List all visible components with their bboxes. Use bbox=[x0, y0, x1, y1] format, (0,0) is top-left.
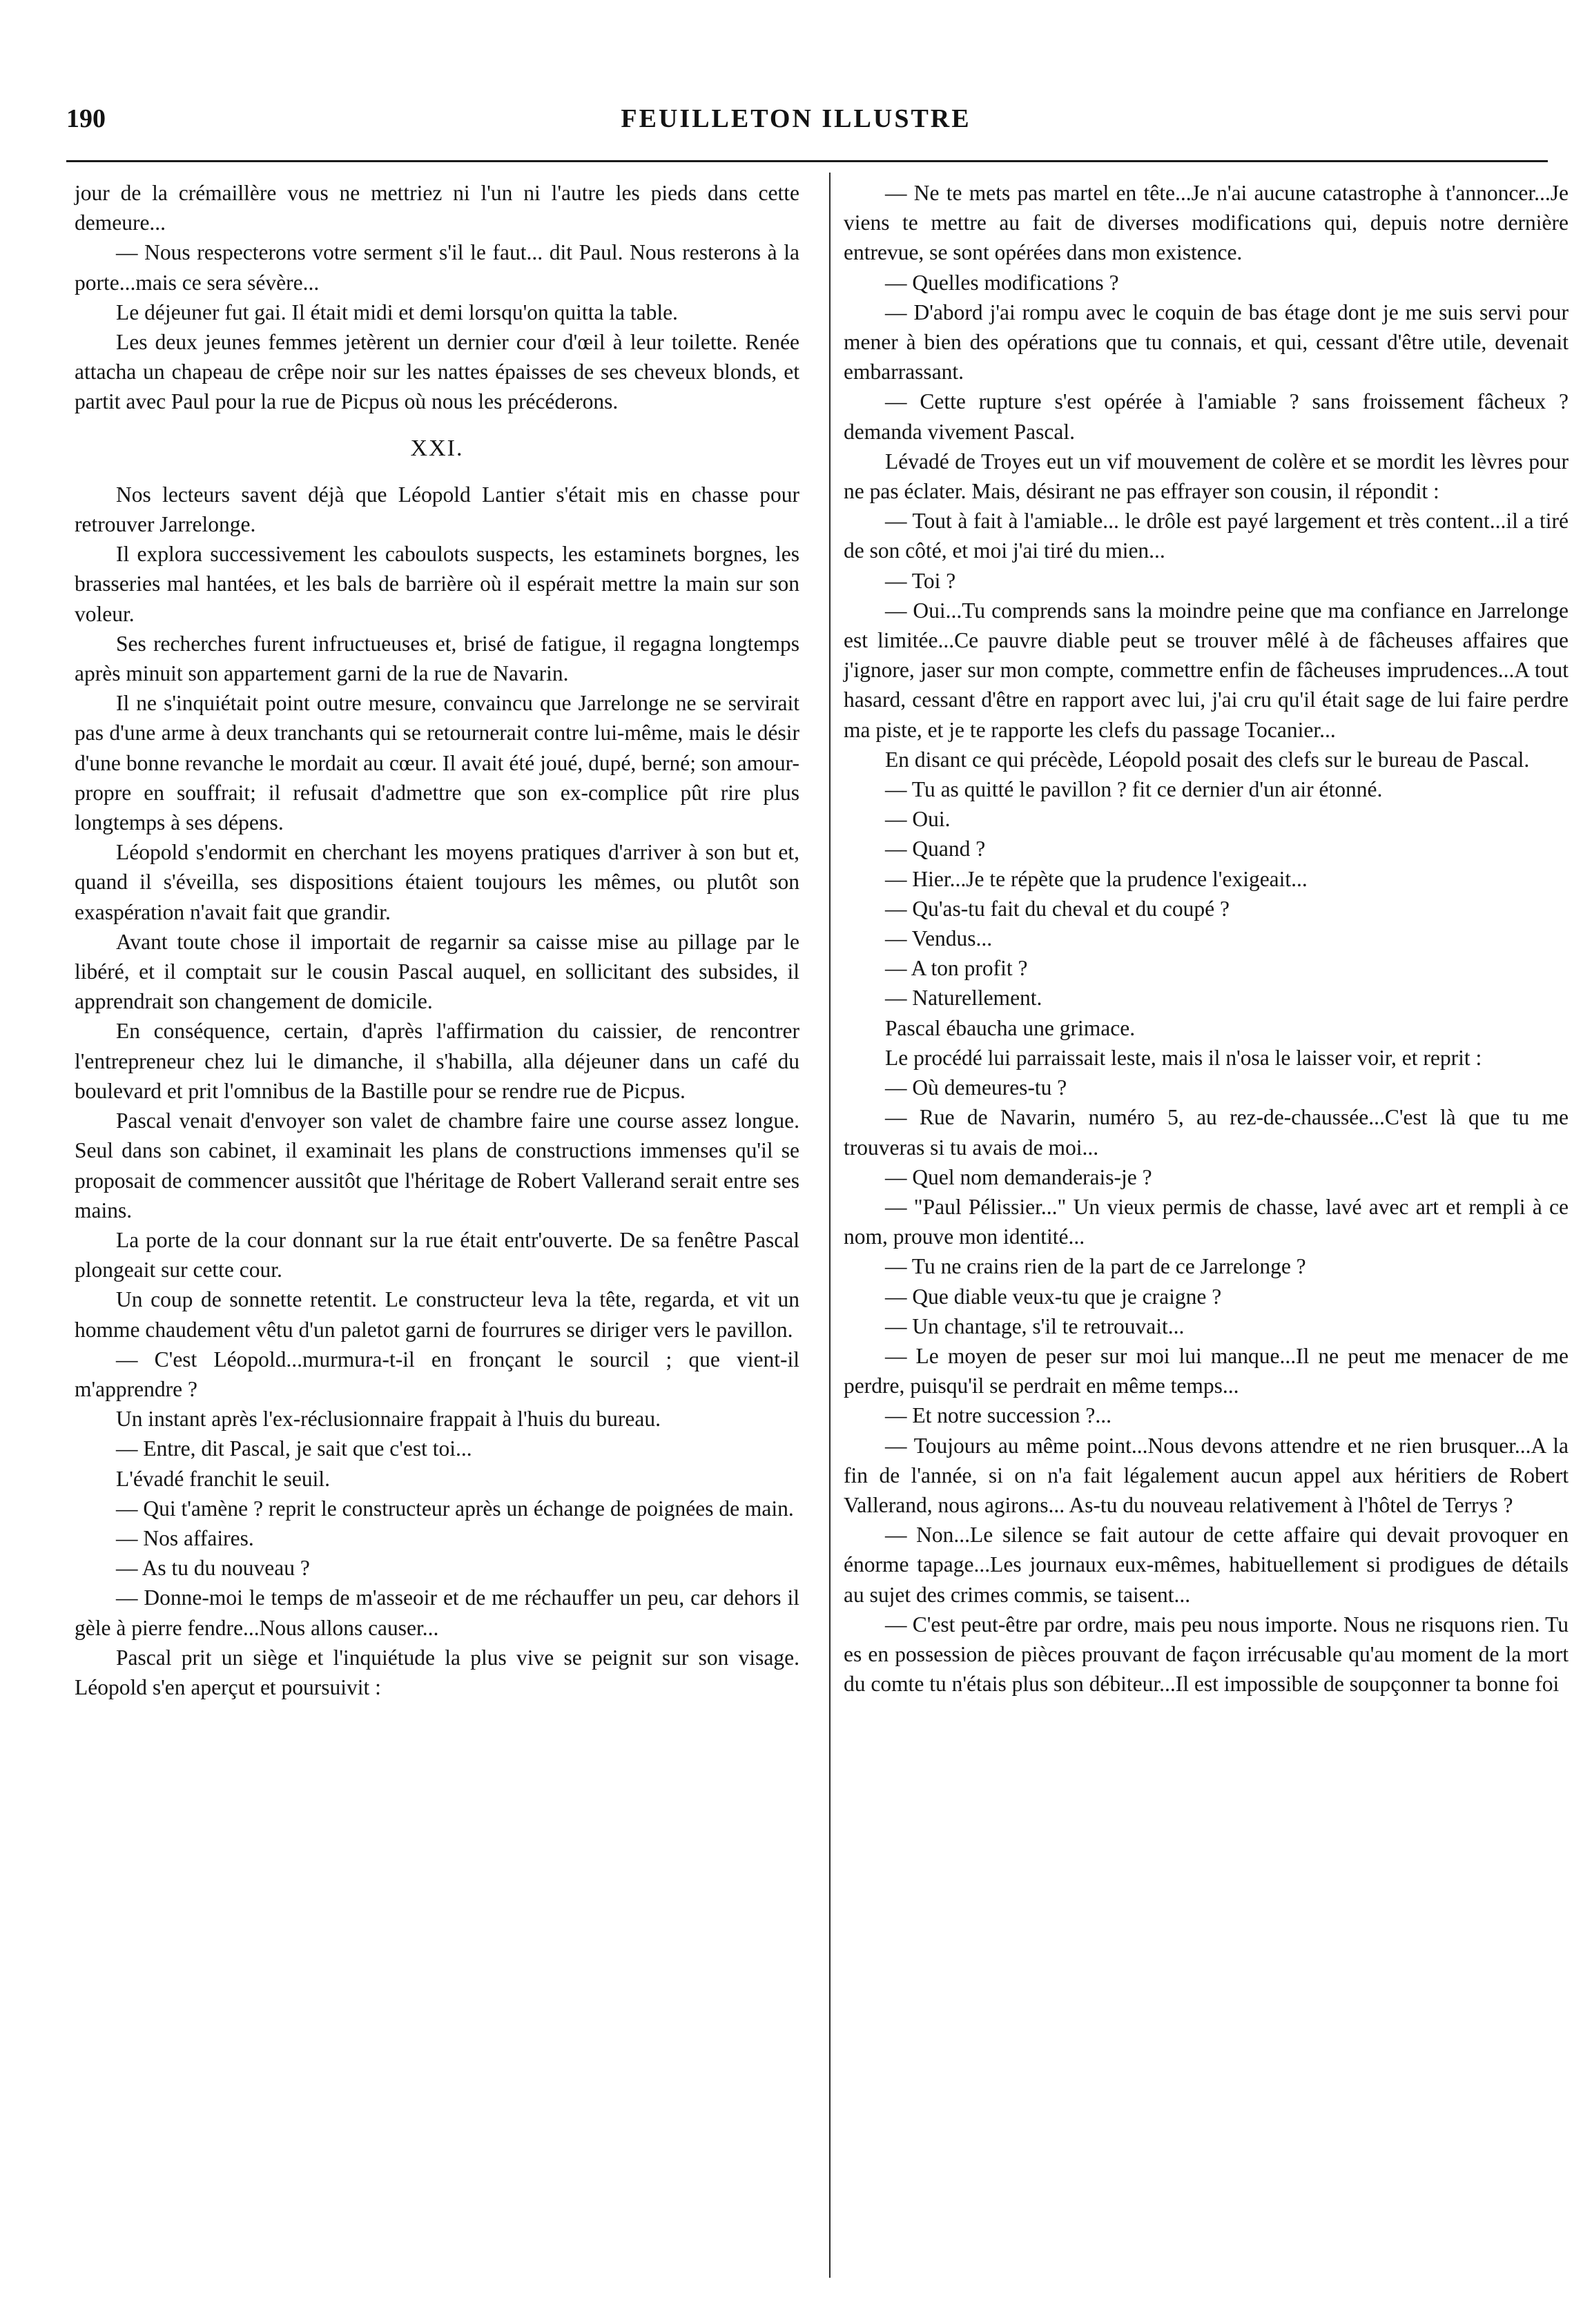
header-rule bbox=[66, 160, 1548, 162]
paragraph: — A ton profit ? bbox=[885, 956, 1028, 981]
paragraph: Le déjeuner fut gai. Il était midi et demi lorsqu'on quitta la table. bbox=[116, 300, 678, 324]
paragraph: Il explora successivement les caboulots suspects, les estaminets borgnes, les brasseries mal hantées, et les bals de barrière où il espérait mettre la main sur son voleur. bbox=[75, 542, 799, 626]
paragraph: — Quelles modifications ? bbox=[885, 270, 1119, 295]
paragraph: — Un chantage, s'il te retrouvait... bbox=[885, 1314, 1185, 1338]
paragraph: jour de la crémaillère vous ne mettriez ni l'un ni l'autre les pieds dans cette demeure... bbox=[75, 181, 799, 235]
paragraph: — Oui. bbox=[885, 807, 951, 832]
paragraph: — Oui...Tu comprends sans la moindre peine que ma confiance en Jarrelonge est limitée...Ce pauvre diable peut se trouver mêlé à de fâcheuses affaires que j'ignore, jaser sur mon compte, commettre enfin de fâcheuses imprudences...A tout hasard, cessant d'être en rapport avec lui, j'ai cru qu'il était sage de lui faire perdre ma piste, et je te rapporte les clefs du passage Tocanier... bbox=[844, 598, 1569, 742]
paragraph: Ses recherches furent infructueuses et, brisé de fatigue, il regagna longtemps après minuit son appartement garni de la rue de Navarin. bbox=[75, 631, 799, 686]
paragraph: — Naturellement. bbox=[885, 986, 1042, 1010]
paragraph: — Le moyen de peser sur moi lui manque...Il ne peut me menacer de me perdre, puisqu'il se perdrait en même temps... bbox=[844, 1343, 1569, 1398]
paragraph: — Qui t'amène ? reprit le constructeur après un échange de poignées de main. bbox=[116, 1496, 794, 1521]
paragraph: — Hier...Je te répète que la prudence l'exigeait... bbox=[885, 866, 1308, 891]
paragraph: — Non...Le silence se fait autour de cette affaire qui devait provoquer en énorme tapage...Les journaux eux-mêmes, habituellement si prodigues de détails au sujet des crimes commis, se taisent... bbox=[844, 1523, 1569, 1607]
paragraph: En conséquence, certain, d'après l'affirmation du caissier, de rencontrer l'entrepreneur chez lui le dimanche, il s'habilla, alla déjeuner dans un café du boulevard et prit l'omnibus de la Bastille pour se rendre rue de Picpus. bbox=[75, 1019, 799, 1103]
paragraph: — Tu as quitté le pavillon ? fit ce dernier d'un air étonné. bbox=[885, 777, 1383, 802]
paragraph: — Quand ? bbox=[885, 837, 986, 861]
page-header bbox=[0, 104, 1592, 145]
paragraph: — Quel nom demanderais-je ? bbox=[885, 1164, 1152, 1189]
paragraph: En disant ce qui précède, Léopold posait des clefs sur le bureau de Pascal. bbox=[885, 747, 1530, 772]
paragraph: — Nous respecterons votre serment s'il le faut... dit Paul. Nous resterons à la porte...mais ce sera sévère... bbox=[75, 240, 799, 295]
paragraph: Les deux jeunes femmes jetèrent un dernier cour d'œil à leur toilette. Renée attacha un chapeau de crêpe noir sur les nattes épaisses de ses cheveux blonds, et partit avec Paul pour la rue de Picpus où nous les précéderons. bbox=[75, 330, 799, 414]
paragraph: Pascal ébaucha une grimace. bbox=[885, 1015, 1136, 1040]
paragraph: Pascal prit un siège et l'inquiétude la plus vive se peignit sur son visage. Léopold s'en aperçut et poursuivit : bbox=[75, 1645, 799, 1699]
paragraph: — Où demeures-tu ? bbox=[885, 1075, 1067, 1100]
paragraph: — Toi ? bbox=[885, 568, 956, 593]
paragraph: — Et notre succession ?... bbox=[885, 1403, 1112, 1428]
chapter-heading: XXI. bbox=[410, 435, 464, 461]
paragraph: Léopold s'endormit en cherchant les moyens pratiques d'arriver à son but et, quand il s'éveilla, ses dispositions étaient toujours les mêmes, ou plutôt son exaspération n'avait fait que grandir. bbox=[75, 840, 799, 924]
paragraph: — D'abord j'ai rompu avec le coquin de bas étage dont je me suis servi pour mener à bien des opérations que tu connais, et qui, cessant d'être utile, devenait embarrassant. bbox=[844, 300, 1569, 384]
paragraph: — Que diable veux-tu que je craigne ? bbox=[885, 1284, 1222, 1309]
paragraph: — Entre, dit Pascal, je sait que c'est toi... bbox=[116, 1436, 472, 1461]
column-divider bbox=[829, 173, 831, 2278]
paragraph: — Toujours au même point...Nous devons attendre et ne rien brusquer...A la fin de l'année, si on n'a fait légalement aucun appel aux héritiers de Robert Vallerand, nous agirons... As-tu du nouveau relativement à l'hôtel de Terrys ? bbox=[844, 1433, 1569, 1517]
paragraph: — C'est peut-être par ordre, mais peu nous importe. Nous ne risquons rien. Tu es en possession de pièces prouvant de façon irrécusable qu'au moment de la mort du comte tu n'étais plus son débiteur...Il est impossible de soupçonner ta bonne foi bbox=[844, 1612, 1569, 1697]
paragraph: — Tout à fait à l'amiable... le drôle est payé largement et très content...il a tiré de son côté, et moi j'ai tiré du mien... bbox=[844, 509, 1569, 563]
paragraph: — Rue de Navarin, numéro 5, au rez-de-chaussée...C'est là que tu me trouveras si tu avais de moi... bbox=[844, 1105, 1569, 1160]
paragraph: — Cette rupture s'est opérée à l'amiable ? sans froissement fâcheux ? demanda vivement Pascal. bbox=[844, 389, 1569, 444]
paragraph: — Qu'as-tu fait du cheval et du coupé ? bbox=[885, 896, 1230, 921]
paragraph: La porte de la cour donnant sur la rue était entr'ouverte. De sa fenêtre Pascal plongeait sur cette cour. bbox=[75, 1227, 799, 1282]
paragraph: — Nos affaires. bbox=[116, 1525, 254, 1550]
paragraph: Il ne s'inquiétait point outre mesure, convaincu que Jarrelonge ne se servirait pas d'une arme à deux tranchants qui se retournerait contre lui-même, mais le désir d'une bonne revanche le mordait au cœur. Il avait été joué, dupé, berné; son amour-propre en souffrait; il refusait d'admettre que son ex-complice pût rire plus longtemps à ses dépens. bbox=[75, 691, 799, 835]
paragraph: L'évadé franchit le seuil. bbox=[116, 1466, 331, 1491]
running-title: FEUILLETON ILLUSTRE bbox=[621, 104, 971, 133]
paragraph: — As tu du nouveau ? bbox=[116, 1556, 310, 1581]
paragraph: — Donne-moi le temps de m'asseoir et de me réchauffer un peu, car dehors il gèle à pierre fendre...Nous allons causer... bbox=[75, 1585, 799, 1640]
paragraph: Lévadé de Troyes eut un vif mouvement de colère et se mordit les lèvres pour ne pas éclater. Mais, désirant ne pas effrayer son cousin, il répondit : bbox=[844, 449, 1569, 504]
paragraph: Pascal venait d'envoyer son valet de chambre faire une course assez longue. Seul dans son cabinet, il examinait les plans de constructions immenses qu'il se proposait de commencer aussitôt que l'héritage de Robert Vallerand serait entre ses mains. bbox=[75, 1109, 799, 1222]
paragraph: — Ne te mets pas martel en tête...Je n'ai aucune catastrophe à t'annoncer...Je viens te mettre au fait de diverses modifications qui, depuis notre dernière entrevue, se sont opérées dans mon existence. bbox=[844, 181, 1569, 265]
paragraph: Avant toute chose il importait de regarnir sa caisse mise au pillage par le libéré, et il comptait sur le cousin Pascal auquel, en sollicitant des subsides, il apprendrait son changement de domicile. bbox=[75, 929, 799, 1014]
right-column bbox=[844, 178, 1569, 1699]
page-number: 190 bbox=[66, 104, 106, 133]
left-column bbox=[75, 178, 799, 1702]
paragraph: — Vendus... bbox=[885, 926, 993, 951]
paragraph: — C'est Léopold...murmura-t-il en fronçant le sourcil ; que vient-il m'apprendre ? bbox=[75, 1347, 799, 1401]
paragraph: Le procédé lui parraissait leste, mais il n'osa le laisser voir, et reprit : bbox=[885, 1045, 1482, 1070]
paragraph: Un coup de sonnette retentit. Le constructeur leva la tête, regarda, et vit un homme chaudement vêtu d'un paletot garni de fourrures se diriger vers le pavillon. bbox=[75, 1287, 799, 1342]
paragraph: Un instant après l'ex-réclusionnaire frappait à l'huis du bureau. bbox=[116, 1407, 661, 1432]
paragraph: — "Paul Pélissier..." Un vieux permis de chasse, lavé avec art et rempli à ce nom, prouve mon identité... bbox=[844, 1194, 1569, 1249]
paragraph: Nos lecteurs savent déjà que Léopold Lantier s'était mis en chasse pour retrouver Jarrelonge. bbox=[75, 482, 799, 537]
paragraph: — Tu ne crains rien de la part de ce Jarrelonge ? bbox=[885, 1254, 1306, 1279]
